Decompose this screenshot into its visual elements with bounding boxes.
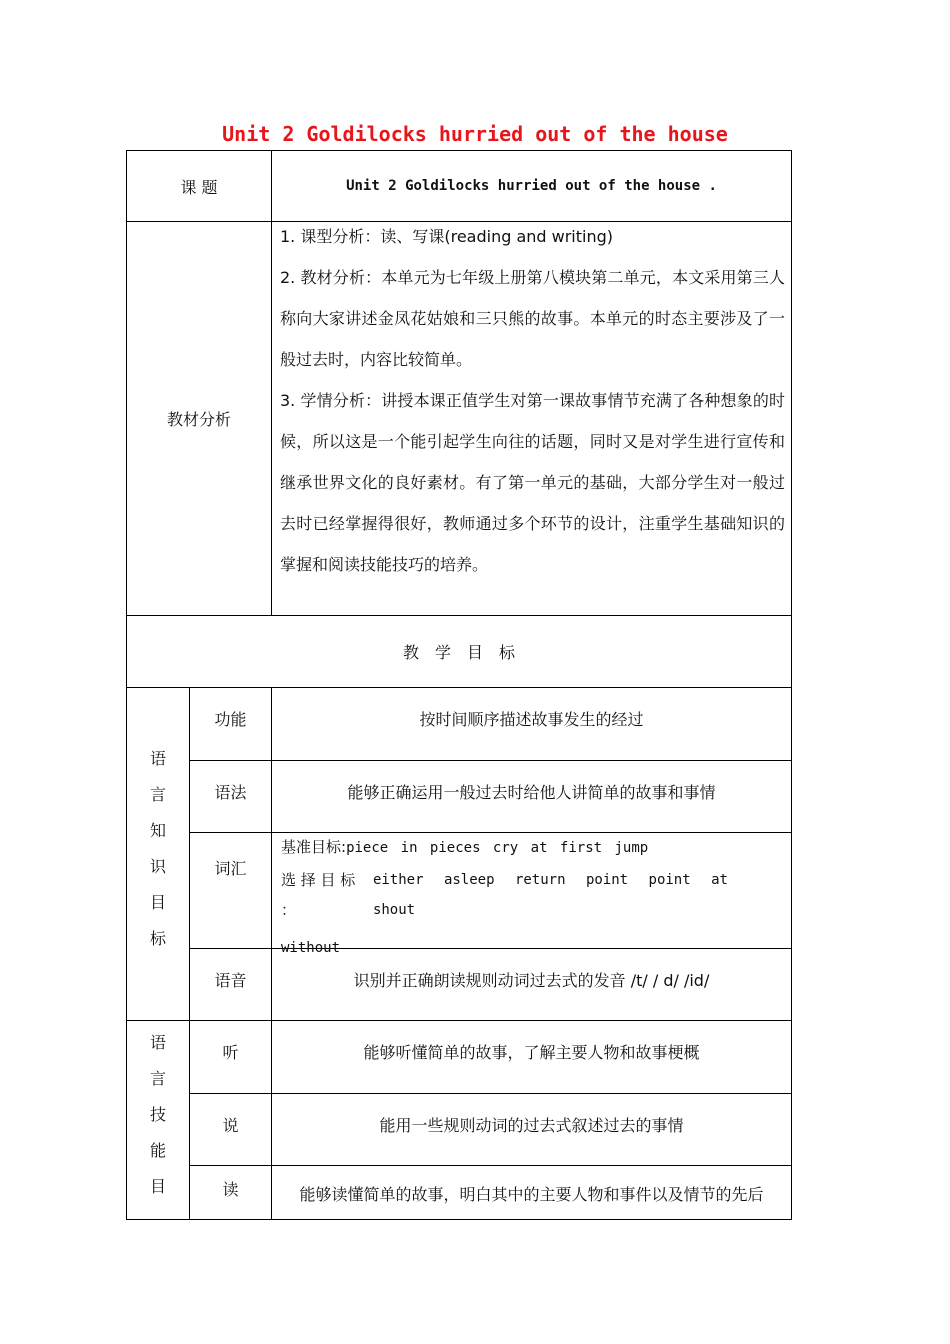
reading-value: 能够读懂简单的故事，明白其中的主要人物和事件以及情节的先后 bbox=[299, 1184, 764, 1204]
vocab-select-words: either asleep return point point at shout bbox=[372, 872, 728, 918]
vocab-basic-words: piece in pieces cry at first jump bbox=[346, 840, 649, 856]
knowledge-group-label: 语 言 知 识 目 标 bbox=[149, 749, 166, 948]
analysis-label: 教材分析 bbox=[166, 410, 231, 429]
vocab-basic-label: 基准目标: bbox=[281, 838, 347, 856]
speaking-value: 能用一些规则动词的过去式叙述过去的事情 bbox=[379, 1115, 684, 1135]
reading-label: 读 bbox=[222, 1179, 239, 1199]
listening-value: 能够听懂简单的故事，了解主要人物和故事梗概 bbox=[363, 1042, 700, 1062]
pronunciation-value: 识别并正确朗读规则动词过去式的发音 /t/ / d/ /id/ bbox=[353, 970, 710, 990]
analysis-paragraph-3: 3. 学情分析：讲授本课正值学生对第一课故事情节充满了各种想象的时候，所以这是一个能引起学生向往的话题，同时又是对学生进行宣传和继承世界文化的良好素材。有了第一单元的基础，大部分学生对一般过去时已经掌握得很好，教师通过多个环节的设计，注重学生基础知识的掌握和阅读技能技巧的培养。 bbox=[280, 391, 785, 574]
pronunciation-label: 语音 bbox=[214, 970, 247, 990]
speaking-label: 说 bbox=[222, 1115, 239, 1135]
goals-header: 教 学 目 标 bbox=[402, 643, 515, 662]
vocabulary-content bbox=[281, 836, 781, 963]
document-title: Unit 2 Goldilocks hurried out of the house bbox=[222, 122, 728, 146]
analysis-paragraph-1: 1. 课型分析：读、写课(reading and writing) bbox=[280, 227, 614, 246]
skills-group-label: 语 言 技 能 目 bbox=[149, 1033, 166, 1196]
function-value: 按时间顺序描述故事发生的经过 bbox=[419, 709, 644, 729]
grammar-label: 语法 bbox=[214, 782, 247, 802]
listening-label: 听 bbox=[222, 1042, 239, 1062]
vocab-select-words-cont: without bbox=[281, 940, 341, 956]
analysis-paragraph-2: 2. 教材分析：本单元为七年级上册第八模块第二单元，本文采用第三人称向大家讲述金凤花姑娘和三只熊的故事。本单元的时态主要涉及了一般过去时，内容比较简单。 bbox=[280, 268, 785, 369]
lesson-label: 课 题 bbox=[180, 177, 218, 197]
analysis-content bbox=[280, 216, 785, 585]
row-divider bbox=[189, 832, 792, 833]
function-label: 功能 bbox=[214, 709, 247, 729]
vocab-select-label: 选 择 目 标 ： bbox=[281, 871, 356, 919]
vocabulary-label: 词汇 bbox=[214, 858, 247, 878]
lesson-value: Unit 2 Goldilocks hurried out of the house . bbox=[346, 178, 717, 194]
grammar-value: 能够正确运用一般过去时给他人讲简单的故事和事情 bbox=[347, 782, 716, 802]
